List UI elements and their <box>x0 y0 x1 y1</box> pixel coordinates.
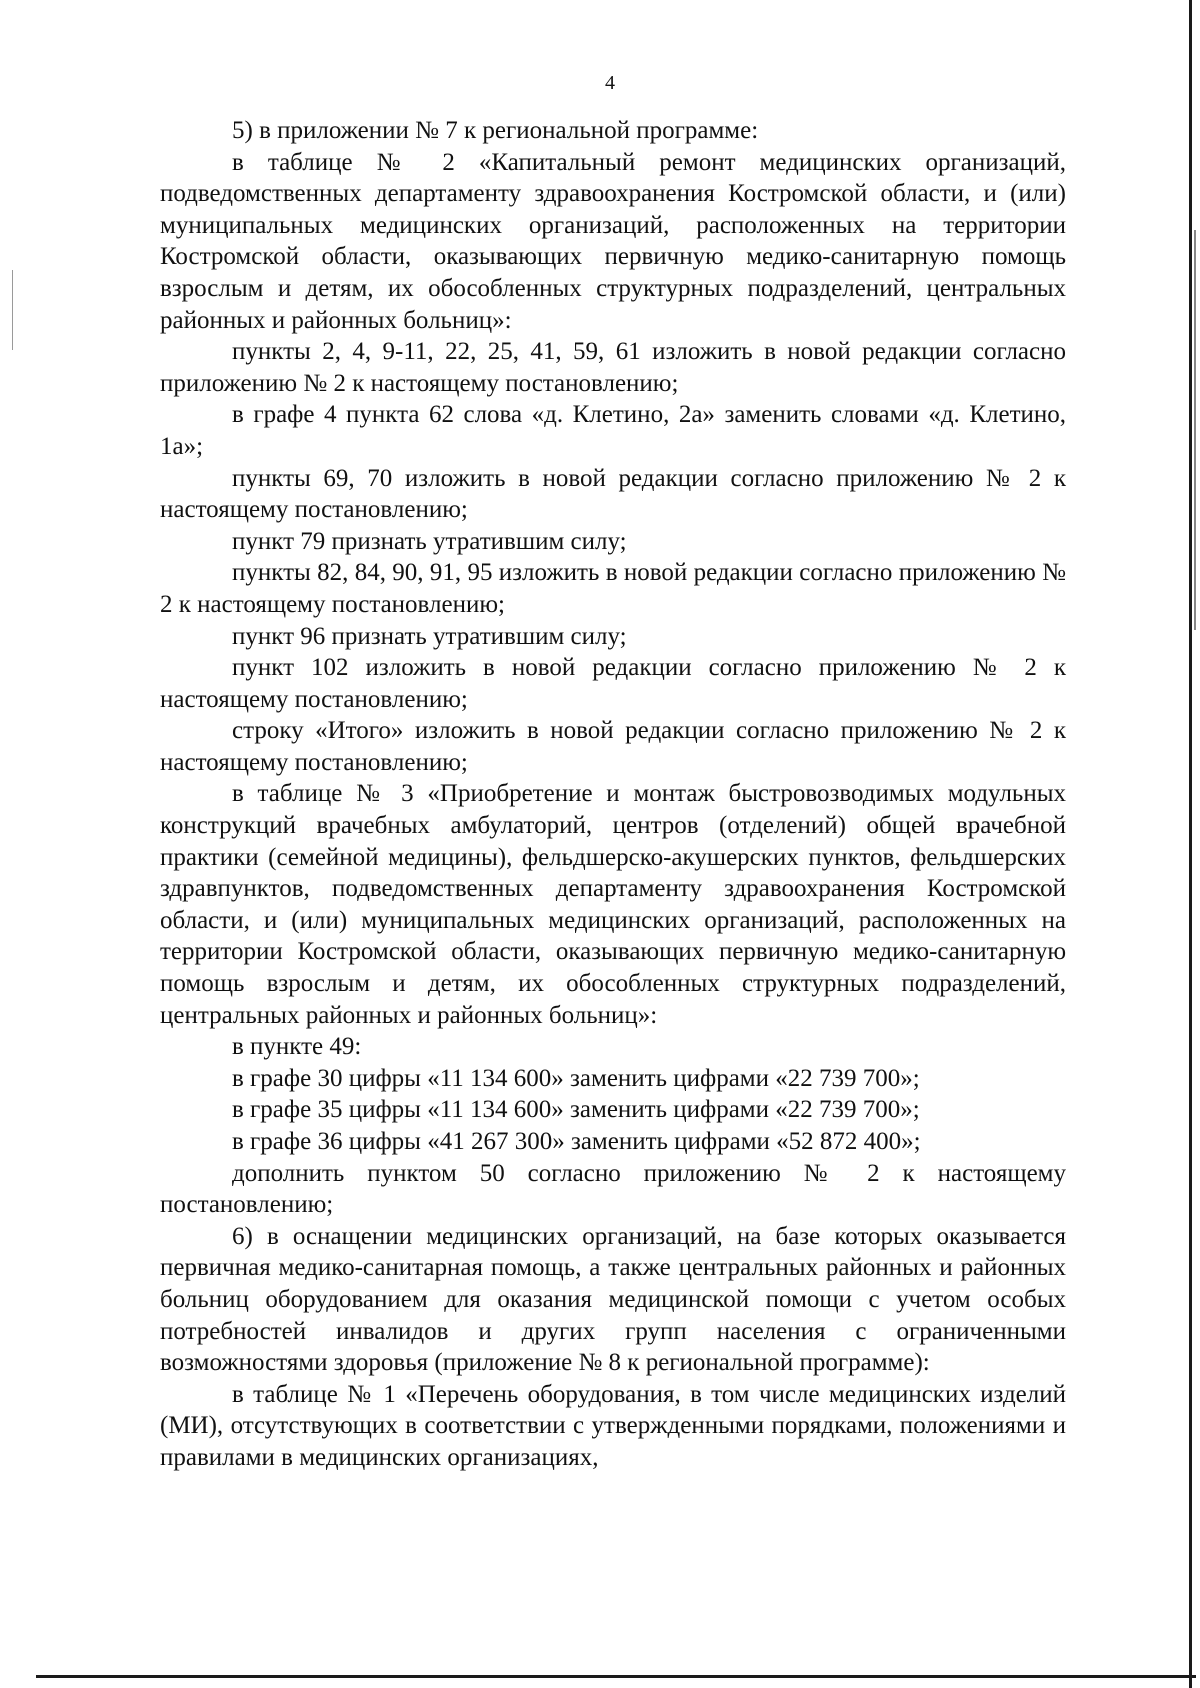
paragraph: пункты 69, 70 изложить в новой редакции согласно приложению № 2 к настоящему постановлению; <box>160 464 1066 524</box>
paragraph: пункты 82, 84, 90, 91, 95 изложить в новой редакции согласно приложению № 2 к настоящему постановлению; <box>160 559 1066 618</box>
paragraph: в графе 36 цифры «41 267 300» заменить цифрами «52 872 400»; <box>232 1128 921 1155</box>
scan-mark-left <box>12 270 13 350</box>
scan-shadow-right <box>1194 230 1196 630</box>
paragraph: в таблице № 3 «Приобретение и монтаж быстровозводимых модульных конструкций врачебных амбулаторий, центров (отделений) общей врачебной практики (семейной медицины), фельдшерско-акушерских пунктов, фельдшерских здравпунктов, подведомственных департаменту здравоохранения Костромской области, и (или) муниципальных медицинских организаций, расположенных на территории Костромской области, оказывающих первичную медико-санитарную помощь взрослым и детям, их обособленных структурных подразделений, центральных районных и районных больниц»: <box>160 780 1066 1029</box>
paragraph: в пункте 49: <box>232 1033 362 1061</box>
paragraph: в таблице № 1 «Перечень оборудования, в том числе медицинских изделий (МИ), отсутствующих в соответствии с утвержденными порядками, положениями и правилами в медицинских организациях, <box>160 1380 1066 1471</box>
paragraph: пункты 2, 4, 9-11, 22, 25, 41, 59, 61 изложить в новой редакции согласно приложению № 2 к настоящему постановлению; <box>160 338 1066 397</box>
page-number: 4 <box>605 72 615 94</box>
paragraph: 6) в оснащении медицинских организаций, на базе которых оказывается первичная медико-санитарная помощь, а также центральных районных и районных больниц оборудованием для оказания медицинской помощи с учетом особых потребностей инвалидов и других групп населения с ограниченными возможностями здоровья (приложение № 8 к региональной программе): <box>160 1222 1066 1377</box>
paragraph: пункт 96 признать утратившим силу; <box>232 622 627 650</box>
paragraph: в графе 4 пункта 62 слова «д. Клетино, 2а» заменить словами «д. Клетино, 1а»; <box>160 401 1066 460</box>
paragraph: в таблице № 2 «Капитальный ремонт медицинских организаций, подведомственных департаменту здравоохранения Костромской области, и (или) муниципальных медицинских организаций, расположенных на территории Костромской области, оказывающих первичную медико-санитарную помощь взрослым и детям, их обособленных структурных подразделений, центральных районных и районных больниц»: <box>160 148 1066 334</box>
paragraph: в графе 30 цифры «11 134 600» заменить цифрами «22 739 700»; <box>232 1064 920 1092</box>
scan-border-bottom <box>36 1675 1196 1678</box>
paragraph: в графе 35 цифры «11 134 600» заменить цифрами «22 739 700»; <box>232 1096 920 1124</box>
paragraph: 5) в приложении № 7 к региональной программе: <box>232 117 759 144</box>
paragraph: пункт 102 изложить в новой редакции согласно приложению № 2 к настоящему постановлению; <box>160 654 1066 713</box>
document-body <box>160 115 1066 1474</box>
paragraph: дополнить пунктом 50 согласно приложению № 2 к настоящему постановлению; <box>160 1159 1066 1219</box>
scan-border-right <box>1189 0 1192 1688</box>
paragraph: пункт 79 признать утратившим силу; <box>232 527 627 555</box>
paragraph: строку «Итого» изложить в новой редакции согласно приложению № 2 к настоящему постановлению; <box>160 717 1066 776</box>
